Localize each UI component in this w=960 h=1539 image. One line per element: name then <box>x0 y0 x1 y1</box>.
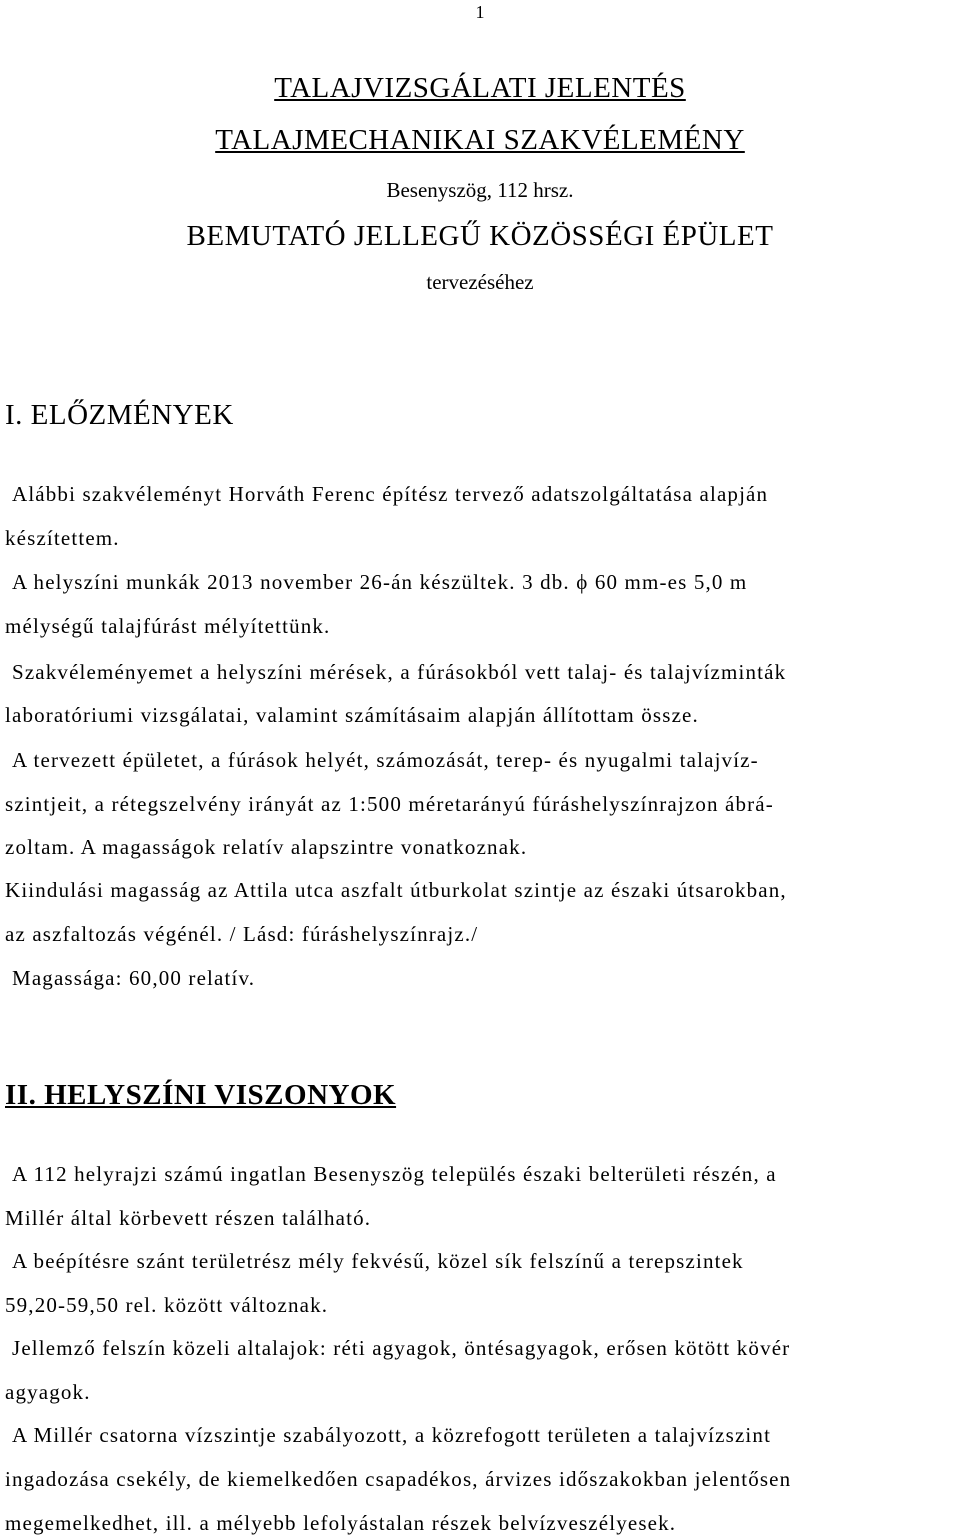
paragraph-line: laboratóriumi vizsgálatai, valamint számításaim alapján állítottam össze. <box>5 703 699 727</box>
report-purpose: tervezéséhez <box>426 270 534 294</box>
report-title: TALAJVIZSGÁLATI JELENTÉS <box>274 72 686 104</box>
paragraph-line: mélységű talajfúrást mélyítettünk. <box>5 614 331 638</box>
paragraph-line: A beépítésre szánt területrész mély fekvésű, közel sík felszínű a terepszintek <box>12 1249 744 1273</box>
section-heading-helyszini-viszonyok: II. HELYSZÍNI VISZONYOK <box>5 1079 397 1111</box>
paragraph-line: Kiindulási magasság az Attila utca aszfalt útburkolat szintje az északi útsarokban, <box>5 878 787 902</box>
page-number: 1 <box>475 2 485 22</box>
report-location: Besenyszög, 112 hrsz. <box>386 178 574 202</box>
paragraph-line: Millér által körbevett részen található. <box>5 1206 372 1230</box>
report-project: BEMUTATÓ JELLEGŰ KÖZÖSSÉGI ÉPÜLET <box>186 220 774 252</box>
paragraph-line: 59,20-59,50 rel. között változnak. <box>5 1293 329 1317</box>
paragraph-line: az aszfaltozás végénél. / Lásd: fúráshelyszínrajz./ <box>5 922 479 946</box>
paragraph-line: Magassága: 60,00 relatív. <box>12 966 256 990</box>
paragraph-line: szintjeit, a rétegszelvény irányát az 1:500 méretarányú fúráshelyszínrajzon ábrá- <box>5 792 774 816</box>
paragraph-line: ingadozása csekély, de kiemelkedően csapadékos, árvizes időszakokban jelentősen <box>5 1467 792 1491</box>
paragraph-line: A tervezett épületet, a fúrások helyét, számozását, terep- és nyugalmi talajvíz- <box>12 748 759 772</box>
section-heading-elozmenyek: I. ELŐZMÉNYEK <box>5 399 234 431</box>
paragraph-line: készítettem. <box>5 526 120 550</box>
paragraph-line: A 112 helyrajzi számú ingatlan Besenyszög település északi belterületi részén, a <box>12 1162 777 1186</box>
paragraph-line: Jellemző felszín közeli altalajok: réti agyagok, öntésagyagok, erősen kötött kövér <box>12 1336 791 1360</box>
paragraph-line: Szakvéleményemet a helyszíni mérések, a fúrásokból vett talaj- és talajvízminták <box>12 660 787 684</box>
paragraph-line: agyagok. <box>5 1380 91 1404</box>
paragraph-line: Alábbi szakvéleményt Horváth Ferenc építész tervező adatszolgáltatása alapján <box>12 482 769 506</box>
paragraph-line: A Millér csatorna vízszintje szabályozott, a közrefogott területen a talajvízszint <box>12 1423 772 1447</box>
paragraph-line: A helyszíni munkák 2013 november 26-án készültek. 3 db. ϕ 60 mm-es 5,0 m <box>12 570 748 594</box>
paragraph-line: zoltam. A magasságok relatív alapszintre vonatkoznak. <box>5 835 528 859</box>
paragraph-line: megemelkedhet, ill. a mélyebb lefolyástalan részek belvízveszélyesek. <box>5 1511 677 1535</box>
report-subtitle: TALAJMECHANIKAI SZAKVÉLEMÉNY <box>215 124 745 156</box>
